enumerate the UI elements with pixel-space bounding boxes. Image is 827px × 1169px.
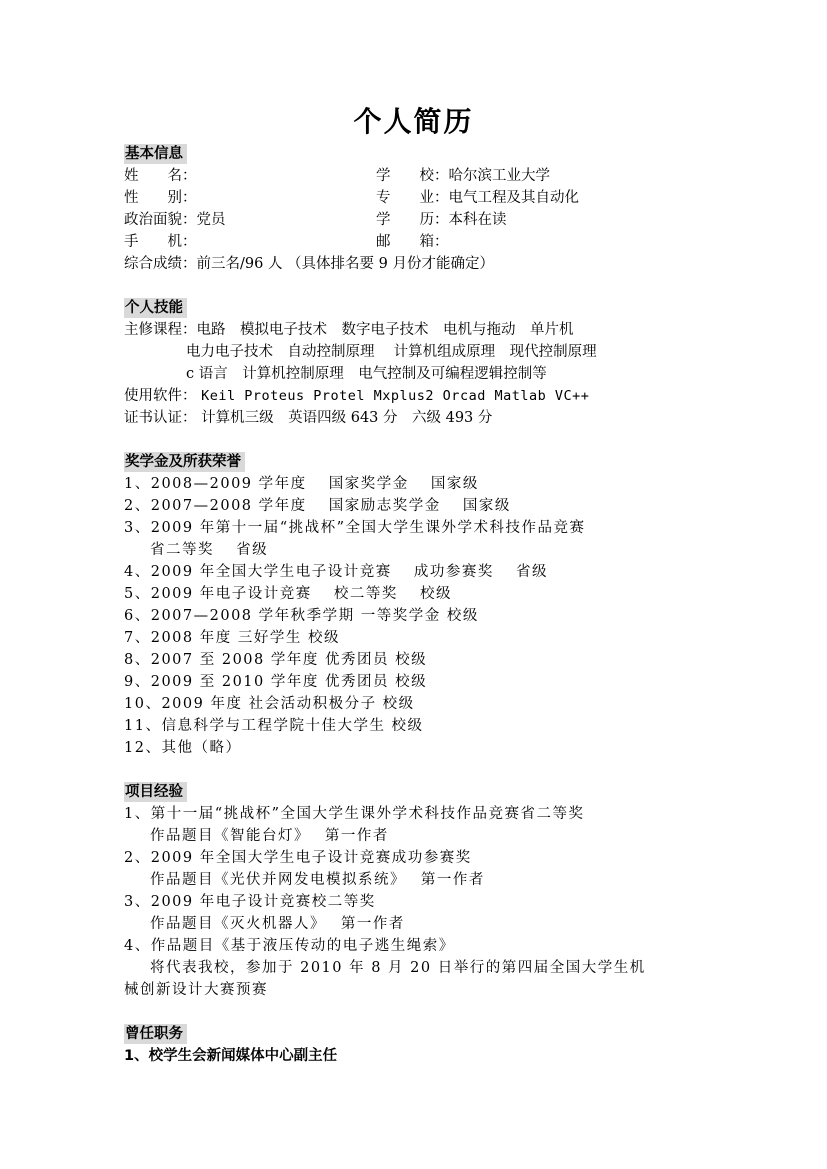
project-detail: 将代表我校，参加于 2010 年 8 月 20 日举行的第四届全国大学生机 (150, 960, 646, 976)
project-detail: 作品题目《光伏并网发电模拟系统》 第一作者 (150, 872, 485, 888)
gender-label: 性 别： (124, 190, 197, 206)
cert-line: 证书认证： 计算机三级 英语四级 643 分 六级 493 分 (124, 410, 493, 426)
education-label: 学 历： (376, 212, 449, 228)
section-heading-awards: 奖学金及所获荣誉 (124, 452, 245, 472)
software-line (124, 385, 724, 407)
section-heading-positions: 曾任职务 (124, 1024, 187, 1044)
major-value: 电气工程及其自动化 (448, 190, 579, 206)
project-detail: 作品题目《智能台灯》 第一作者 (150, 828, 389, 844)
award-item: 2、2007—2008 学年度 国家励志奖学金 国家级 (124, 498, 511, 514)
award-item: 3、2009 年第十一届“挑战杯”全国大学生课外学术科技作品竞赛 (124, 520, 586, 536)
politics-value: 党员 (196, 212, 226, 228)
info-row-gender (124, 187, 724, 209)
courses-line-1: 主修课程：电路 模拟电子技术 数字电子技术 电机与拖动 单片机 (124, 322, 574, 338)
score-line: 综合成绩：前三名/96 人 （具体排名要 9 月份才能确定） (124, 256, 494, 272)
award-item: 7、2008 年度 三好学生 校级 (124, 630, 340, 646)
software-value: Keil Proteus Protel Mxplus2 Orcad Matlab VC++ (201, 388, 590, 404)
section-heading-projects: 项目经验 (124, 782, 187, 802)
page-title: 个人简历 (353, 105, 474, 138)
project-item: 1、第十一届“挑战杯”全国大学生课外学术科技作品竞赛省二等奖 (124, 806, 585, 822)
section-heading-basic: 基本信息 (124, 144, 187, 164)
project-item: 4、作品题目《基于液压传动的电子逃生绳索》 (124, 938, 455, 954)
project-item: 3、2009 年电子设计竞赛校二等奖 (124, 894, 376, 910)
award-item: 6、2007—2008 学年秋季学期 一等奖学金 校级 (124, 608, 479, 624)
award-item: 10、2009 年度 社会活动积极分子 校级 (124, 696, 415, 712)
award-item: 8、2007 至 2008 学年度 优秀团员 校级 (124, 652, 428, 668)
award-item: 9、2009 至 2010 学年度 优秀团员 校级 (124, 674, 428, 690)
award-item: 12、其他（略） (124, 740, 242, 756)
info-row-politics (124, 209, 724, 231)
education-value: 本科在读 (448, 212, 507, 228)
courses-line-3: c 语言 计算机控制原理 电气控制及可编程逻辑控制等 (186, 366, 547, 382)
politics-label: 政治面貌： (124, 212, 197, 228)
award-item: 5、2009 年电子设计竞赛 校二等奖 校级 (124, 586, 452, 602)
award-item: 11、信息科学与工程学院十佳大学生 校级 (124, 718, 424, 734)
award-item: 1、2008—2009 学年度 国家奖学金 国家级 (124, 476, 479, 492)
project-detail: 作品题目《灭火机器人》 第一作者 (150, 916, 405, 932)
project-detail: 械创新设计大赛预赛 (124, 982, 268, 998)
name-label: 姓 名： (124, 168, 197, 184)
software-label: 使用软件： (124, 388, 197, 404)
award-item-continued: 省二等奖 省级 (150, 542, 269, 558)
section-heading-skills: 个人技能 (124, 298, 187, 318)
major-label: 专 业： (376, 190, 449, 206)
phone-label: 手 机： (124, 234, 197, 250)
position-item: 1、校学生会新闻媒体中心副主任 (124, 1048, 338, 1064)
info-row-phone (124, 231, 724, 253)
email-label: 邮 箱： (376, 234, 449, 250)
award-item: 4、2009 年全国大学生电子设计竞赛 成功参赛奖 省级 (124, 564, 548, 580)
school-label: 学 校： (376, 168, 449, 184)
courses-line-2: 电力电子技术 自动控制原理 计算机组成原理 现代控制原理 (186, 344, 597, 360)
resume-content (124, 143, 724, 1067)
info-row-name (124, 165, 724, 187)
project-item: 2、2009 年全国大学生电子设计竞赛成功参赛奖 (124, 850, 472, 866)
school-value: 哈尔滨工业大学 (448, 168, 550, 184)
